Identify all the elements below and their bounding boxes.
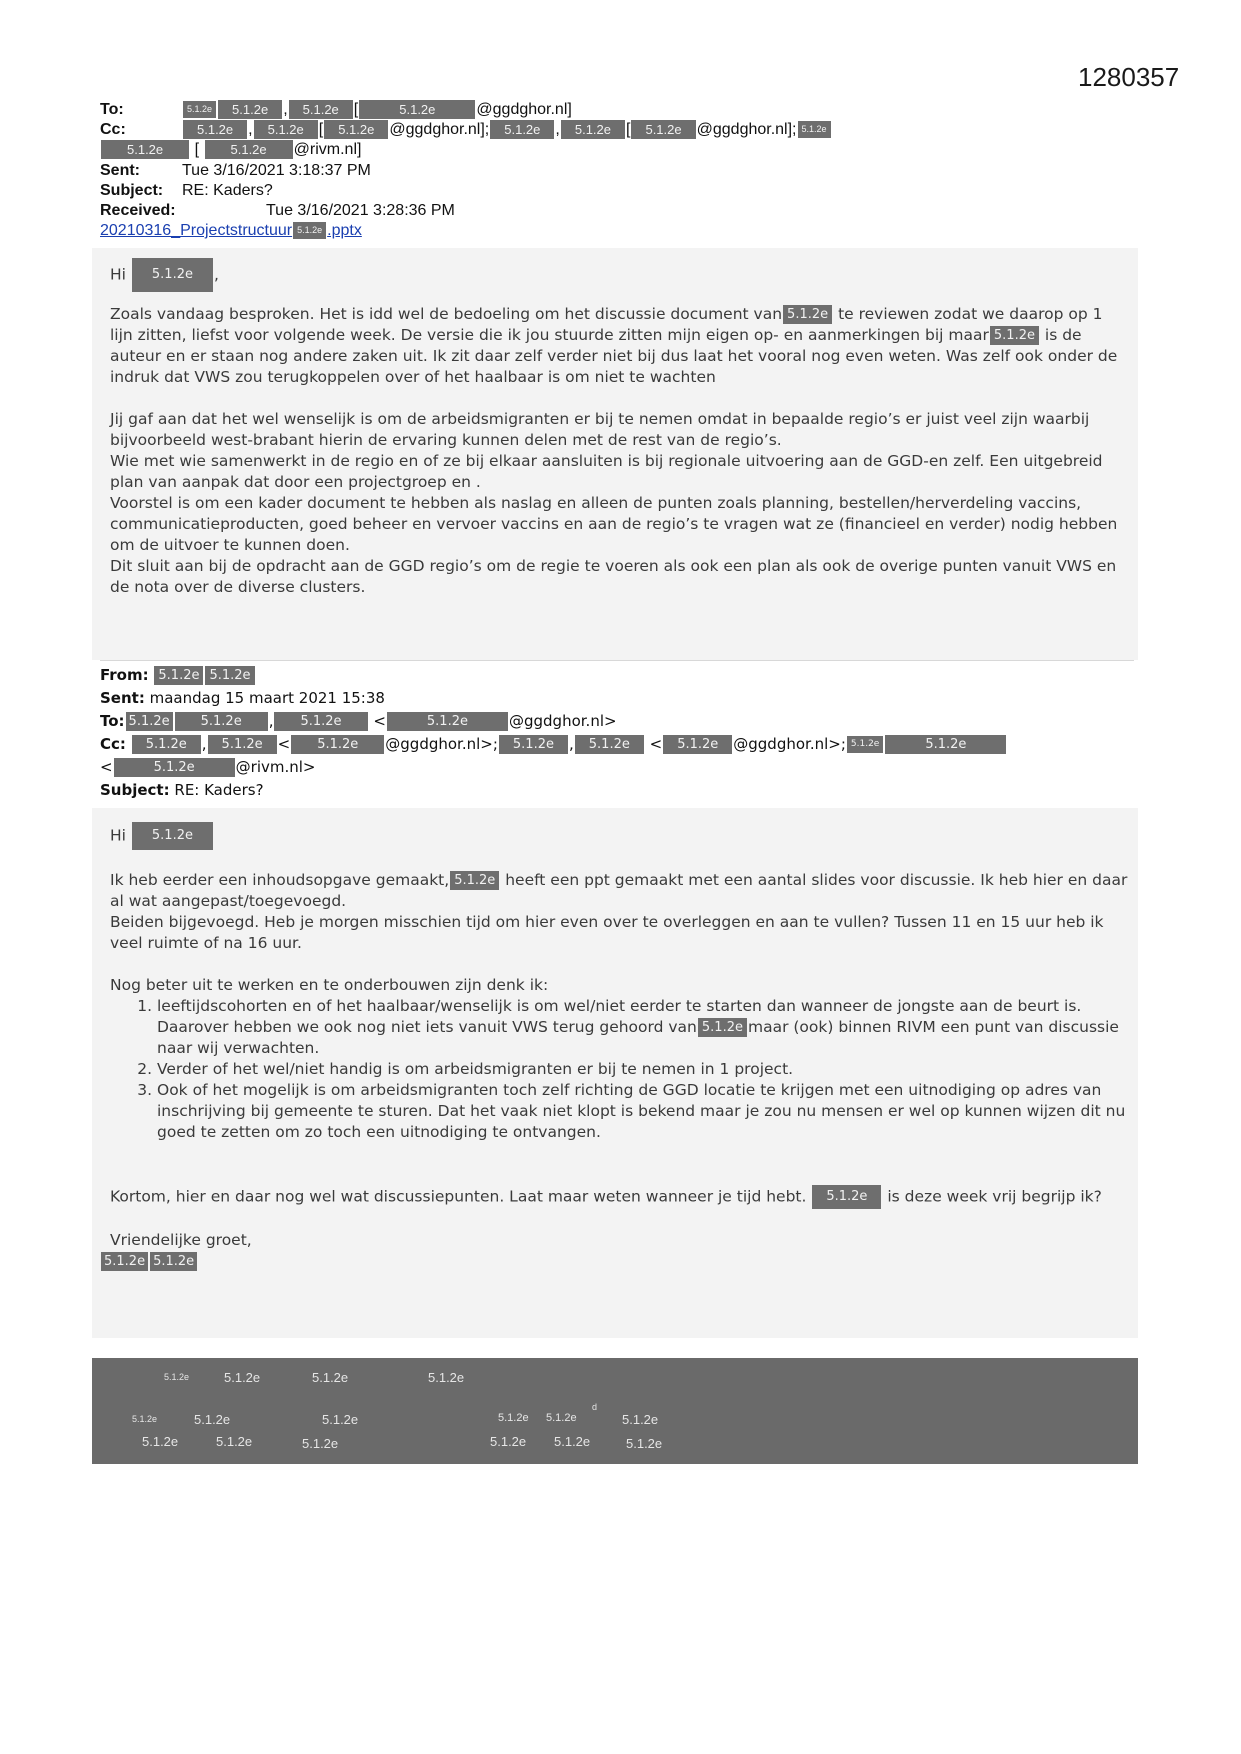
sent-label: Sent: <box>100 689 145 707</box>
from-label: From: <box>100 666 149 684</box>
sent-label: Sent: <box>100 162 140 179</box>
received-label: Received: <box>100 202 176 219</box>
redaction: 5.1.2e <box>224 1370 261 1385</box>
email2-body <box>104 822 1130 1272</box>
email1-to-line: To: 5.1.2e 5.1.2e , 5.1.2e [ 5.1.2e @ggdghor.nl] <box>100 101 572 118</box>
paragraph: Nog beter uit te werken en te onderbouwen zijn denk ik: <box>110 976 549 994</box>
redaction: 5.1.2e <box>183 120 247 139</box>
redaction: 5.1.2e <box>142 1434 179 1449</box>
email2-sent-line <box>100 687 385 710</box>
redaction: 5.1.2e <box>293 222 326 239</box>
received-value: Tue 3/16/2021 3:28:36 PM <box>266 202 455 219</box>
redaction: 5.1.2e <box>132 822 213 850</box>
paragraph: Wie met wie samenwerkt in de regio en of ze bij elkaar aansluiten is bij regionale uitvoering aan de GGD-en zelf. Een uitgebreid plan van aanpak dat door een projectgroep en . <box>110 452 1103 491</box>
redaction: 5.1.2e <box>291 735 384 754</box>
redaction: 5.1.2e <box>812 1185 881 1209</box>
sent-value: maandag 15 maart 2021 15:38 <box>149 689 385 707</box>
to-label: To: <box>100 712 125 730</box>
redaction: 5.1.2e <box>205 666 254 685</box>
redaction: 5.1.2e <box>575 735 644 754</box>
paragraph: heeft een ppt gemaakt met een aantal slides voor discussie. Ik heb hier en daar al wat aangepast/toegevoegd. <box>110 871 1128 910</box>
redaction: 5.1.2e <box>289 100 353 119</box>
footer-fragment: d <box>592 1402 598 1412</box>
redaction: 5.1.2e <box>205 140 293 159</box>
to-domain: @ggdghor.nl] <box>476 101 572 118</box>
document-id: 1280357 <box>1078 62 1180 92</box>
subject-label: Subject: <box>100 182 164 199</box>
redaction: 5.1.2e <box>312 1370 349 1385</box>
redaction: 5.1.2e <box>218 100 282 119</box>
list-item-text: Verder of het wel/niet handig is om arbeidsmigranten er bij te nemen in 1 project. <box>157 1060 794 1078</box>
paragraph: Ik heb eerder een inhoudsopgave gemaakt, <box>110 871 450 889</box>
list-item <box>157 1080 1130 1143</box>
redaction: 5.1.2e <box>183 101 216 118</box>
email1-cc-line-2: 5.1.2e [ 5.1.2e @rivm.nl] <box>100 140 361 160</box>
redaction: 5.1.2e <box>626 1436 663 1451</box>
redacted-footer <box>92 1358 1138 1464</box>
redaction: 5.1.2e <box>302 1436 339 1451</box>
list-item-text: leeftijdscohorten en of het haalbaar/wenselijk is om wel/niet eerder te starten dan wanneer de jongste aan de beurt is. Daarover hebben we ook nog niet iets vanuit VWS terug gehoord van <box>157 997 1082 1036</box>
redaction: 5.1.2e <box>101 1252 148 1271</box>
subject-value: RE: Kaders? <box>182 182 273 199</box>
redaction: 5.1.2e <box>359 100 475 119</box>
redaction: 5.1.2e <box>450 871 499 890</box>
attachment-extension[interactable]: .pptx <box>327 222 362 239</box>
to-domain: @ggdghor.nl> <box>508 712 617 730</box>
paragraph: Jij gaf aan dat het wel wenselijk is om de arbeidsmigranten er bij te nemen omdat in bepaalde regio’s er juist veel zijn waarbij bijvoorbeeld west-brabant hierin de ervaring kunnen delen met de rest van de regio’s. <box>110 410 1090 449</box>
paragraph: Beiden bijgevoegd. Heb je morgen misschien tijd om hier even over te overleggen en aan te vullen? Tussen 11 en 15 uur heb ik veel ruimte of na 16 uur. <box>110 913 1104 952</box>
redaction: 5.1.2e <box>490 1434 527 1449</box>
email2-from-line <box>100 664 256 687</box>
email2-to-line: To: 5.1.2e 5.1.2e , 5.1.2e < 5.1.2e @ggdghor.nl> <box>100 712 617 730</box>
cc-domain: @ggdghor.nl]; <box>696 121 797 138</box>
sent-value: Tue 3/16/2021 3:18:37 PM <box>182 162 371 179</box>
redaction: 5.1.2e <box>208 735 277 754</box>
redaction: 5.1.2e <box>274 712 367 731</box>
redaction: 5.1.2e <box>631 120 695 139</box>
to-label: To: <box>100 101 124 118</box>
redaction: 5.1.2e <box>254 120 318 139</box>
closing: Vriendelijke groet, <box>110 1231 252 1249</box>
paragraph: Zoals vandaag besproken. Het is idd wel de bedoeling om het discussie document van <box>110 305 783 323</box>
redaction: 5.1.2e <box>546 1412 577 1424</box>
list-item <box>157 996 1130 1059</box>
cc-domain: @rivm.nl] <box>293 141 362 158</box>
cc-domain: @ggdghor.nl>; <box>733 735 846 753</box>
attachment-link[interactable] <box>100 221 362 241</box>
redaction: 5.1.2e <box>798 121 831 138</box>
paragraph: Dit sluit aan bij de opdracht aan de GGD regio’s om de regie te voeren als ook een plan als ook de overige punten vanuit VWS en de nota over de diverse clusters. <box>110 557 1117 596</box>
list-item-text: maar (ook) binnen RIVM een punt van discussie naar wij verwachten. <box>157 1018 1119 1057</box>
cc-label: Cc: <box>100 735 126 753</box>
email2-subject-line <box>100 779 264 802</box>
redaction: 5.1.2e <box>490 120 554 139</box>
email1-subject-line <box>100 181 273 201</box>
paragraph: Kortom, hier en daar nog wel wat discussiepunten. Laat maar weten wanneer je tijd hebt. <box>110 1187 807 1206</box>
redaction: 5.1.2e <box>698 1018 747 1037</box>
subject-label: Subject: <box>100 781 170 799</box>
paragraph: is deze week vrij begrijp ik? <box>887 1187 1102 1206</box>
redaction: 5.1.2e <box>154 666 203 685</box>
redaction: 5.1.2e <box>499 735 568 754</box>
redaction: 5.1.2e <box>885 735 1006 754</box>
redaction: 5.1.2e <box>561 120 625 139</box>
redaction: 5.1.2e <box>387 712 508 731</box>
greeting: Hi <box>110 265 126 284</box>
redaction: 5.1.2e <box>132 1414 158 1424</box>
cc-domain: @ggdghor.nl]; <box>389 121 490 138</box>
redaction: 5.1.2e <box>428 1370 465 1385</box>
attachment-name[interactable]: 20210316_Projectstructuur <box>100 222 293 239</box>
redaction: 5.1.2e <box>847 736 883 753</box>
redaction: 5.1.2e <box>554 1434 591 1449</box>
redaction: 5.1.2e <box>150 1252 197 1271</box>
redaction: 5.1.2e <box>126 712 173 731</box>
paragraph: te reviewen zodat we daarop op 1 lijn zitten, liefst voor volgende week. De versie die ik jou stuurde zitten mijn eigen op- en aanmerkingen bij maar <box>110 305 1103 344</box>
redaction: 5.1.2e <box>622 1412 659 1427</box>
email1-body: Hi 5.1.2e , Zoals vandaag besproken. Het is idd wel de bedoeling om het discussie document van 5.1.2e te reviewen zodat we daarop op 1 lijn zitten, liefst voor volgende week. De versie die ik jou stuurde zitten mijn eigen op- en aanmerkingen bij maar 5.1.2e is de auteur en er staan nog andere zaken uit. Ik zit daar zelf verder niet bij dus laat het vooral nog even weten. Was zelf ook onder de indruk dat VWS zou terugkoppelen over of het haalbaar is om niet te wachten Jij gaf aan dat het wel wenselijk is om de arbeidsmigranten er bij te nemen omdat in bepaalde regio’s er juist veel zijn waarbij bijvoorbeeld west-brabant hierin de ervaring kunnen delen met de rest van de regio’s. Wie met wie samenwerkt in de regio en of ze bij elkaar aansluiten is bij regionale uitvoering aan de GGD-en zelf. Een uitgebreid plan van aanpak dat door een projectgroep en . Voorstel is om een kader document te hebben als naslag en alleen de punten zoals planning, bestellen/herverdeling vaccins, communicatieproducten, goed beheer en vervoer vaccins en aan de regio’s te vragen wat ze (financieel en verder) nodig hebben om de uitvoer te kunnen doen. Dit sluit aan bij de opdracht aan de GGD regio’s om de regie te voeren als ook een plan als ook de overige punten vanuit VWS en de nota over de diverse clusters. <box>110 258 1130 598</box>
list-item-text: Ook of het mogelijk is om arbeidsmigranten toch zelf richting de GGD locatie te krijgen met een uitnodiging op adres van inschrijving bij gemeente te sturen. Dat het vaak niet klopt is bekend maar je zou nu mensen er wel op kunnen wijzen dit nu goed te zetten om zo toch een uitnodiging te ontvangen. <box>157 1081 1126 1141</box>
redaction: 5.1.2e <box>498 1412 529 1424</box>
email2-cc-line: Cc: 5.1.2e , 5.1.2e < 5.1.2e @ggdghor.nl>; 5.1.2e , 5.1.2e < 5.1.2e @ggdghor.nl>; 5.1.2e 5.1.2e <box>100 733 1007 756</box>
subject-value: RE: Kaders? <box>174 781 264 799</box>
redaction: 5.1.2e <box>322 1412 359 1427</box>
redaction: 5.1.2e <box>101 140 189 159</box>
greeting: Hi <box>110 826 126 845</box>
paragraph: Voorstel is om een kader document te hebben als naslag en alleen de punten zoals planning, bestellen/herverdeling vaccins, communicatieproducten, goed beheer en vervoer vaccins en aan de regio’s te vragen wat ze (financieel en verder) nodig hebben om de uitvoer te kunnen doen. <box>110 494 1118 554</box>
redaction: 5.1.2e <box>114 758 235 777</box>
cc-label: Cc: <box>100 121 126 138</box>
cc-domain: @rivm.nl> <box>235 758 316 776</box>
paragraph: is de auteur en er staan nog andere zaken uit. Ik zit daar zelf verder niet bij dus laat het vooral nog even weten. Was zelf ook onder de indruk dat VWS zou terugkoppelen over of het haalbaar is om niet te wachten <box>110 326 1118 386</box>
divider <box>100 660 1134 661</box>
redaction: 5.1.2e <box>194 1412 231 1427</box>
redaction: 5.1.2e <box>132 258 213 292</box>
redaction: 5.1.2e <box>324 120 388 139</box>
redaction: 5.1.2e <box>663 735 732 754</box>
email1-sent-line <box>100 161 371 181</box>
redaction: 5.1.2e <box>164 1372 190 1382</box>
email1-received-line <box>100 201 455 221</box>
discussion-list <box>110 996 1130 1143</box>
list-item <box>157 1059 1130 1080</box>
signature <box>100 1251 1120 1272</box>
redaction: 5.1.2e <box>783 305 832 324</box>
redaction: 5.1.2e <box>175 712 268 731</box>
redaction: 5.1.2e <box>132 735 201 754</box>
redaction: 5.1.2e <box>990 326 1039 345</box>
email2-cc-line-2: < 5.1.2e @rivm.nl> <box>100 758 316 776</box>
cc-domain: @ggdghor.nl>; <box>385 735 498 753</box>
email1-cc-line: Cc: 5.1.2e , 5.1.2e [ 5.1.2e @ggdghor.nl]; 5.1.2e , 5.1.2e [ 5.1.2e @ggdghor.nl]; 5.1.2e <box>100 120 832 140</box>
redaction: 5.1.2e <box>216 1434 253 1449</box>
